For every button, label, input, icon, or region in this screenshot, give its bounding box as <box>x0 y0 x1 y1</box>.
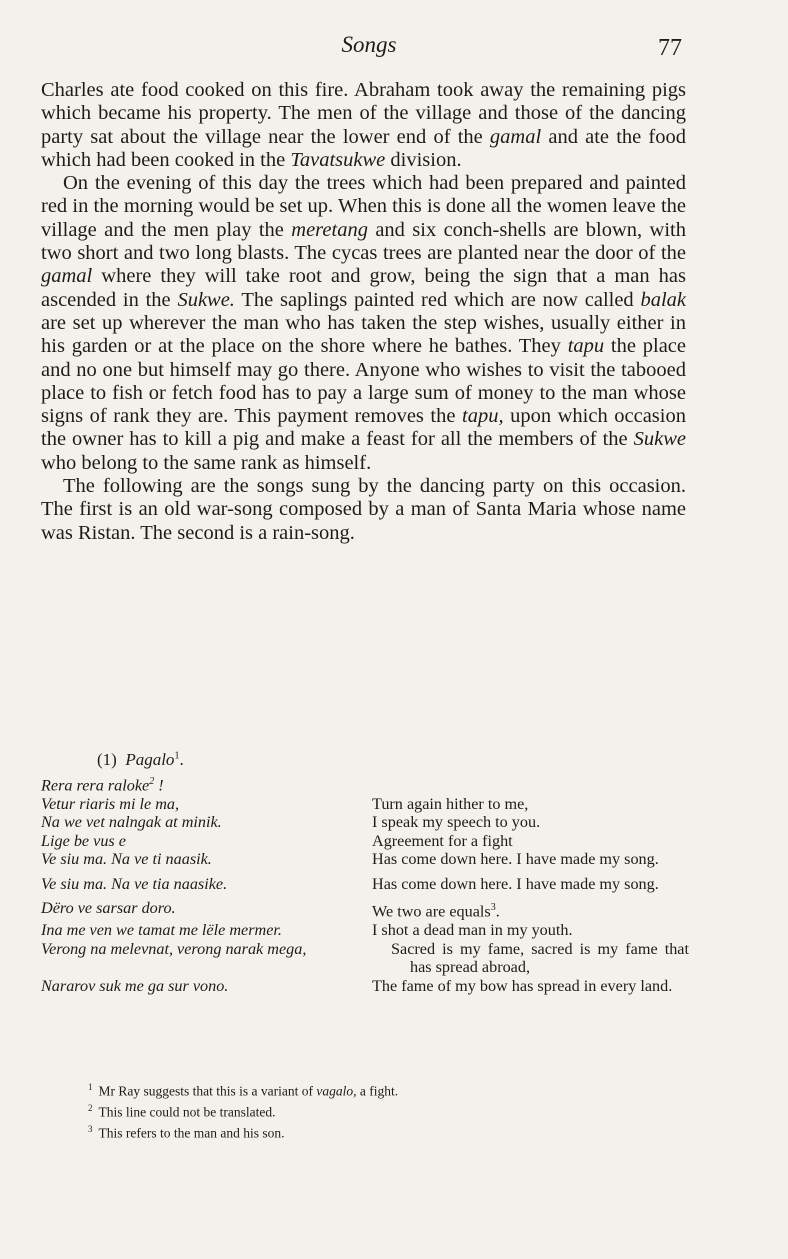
english-text: Has come down here. I have made my song. <box>372 874 659 893</box>
native-text: Lige be vus e <box>41 831 126 850</box>
english-text <box>372 773 689 795</box>
song-line <box>41 921 689 940</box>
song-line <box>41 773 689 795</box>
english-text: Agreement for a fight <box>372 831 513 850</box>
song-line <box>41 940 689 977</box>
song-line <box>41 795 689 814</box>
song-line <box>41 899 689 921</box>
page-number: 77 <box>658 35 682 61</box>
song-title: Pagalo <box>125 750 175 769</box>
song-number: (1) <box>97 750 117 769</box>
native-text: Ve siu ma. Na ve ti naasik. <box>41 850 212 869</box>
song-line <box>41 832 689 851</box>
footnotes <box>88 1079 648 1142</box>
footnote: $^2$ This line could not be translated. <box>88 1103 276 1120</box>
native-text: Na we vet nalngak at minik. <box>41 813 222 832</box>
native-text: Dëro ve sarsar doro. <box>41 899 176 918</box>
paragraph-1: Charles ate food cooked on this fire. Abraham took away the remaining pigs which became his property. The men of the village and those of the dancing party sat about the village near the lower end of the gamal and ate the food which had been cooked in the Tavatsukwe division. <box>41 79 686 171</box>
running-title: Songs <box>341 32 397 57</box>
native-text: Ina me ven we tamat me lële mermer. <box>41 921 282 940</box>
english-text: I shot a dead man in my youth. <box>372 921 573 940</box>
page-header <box>0 30 788 70</box>
footnote: $^3$ This refers to the man and his son. <box>88 1124 285 1141</box>
native-text: Vetur riaris mi le ma, <box>41 794 180 813</box>
english-text: I speak my speech to you. <box>372 813 541 832</box>
english-text: Turn again hither to me, <box>372 794 529 813</box>
native-text: Verong na melevnat, verong narak mega, <box>41 939 307 958</box>
body-text <box>41 79 686 545</box>
song-line <box>41 850 689 869</box>
song-line <box>41 977 689 996</box>
english-text: Sacred is my fame, sacred is my fame that has spread abroad, <box>391 939 689 977</box>
english-text: Has come down here. I have made my song. <box>372 850 659 869</box>
english-text: The fame of my bow has spread in every land. <box>372 976 673 995</box>
native-text: Nararov suk me ga sur vono. <box>41 976 229 995</box>
song-line <box>41 813 689 832</box>
footnote-ref: 2 <box>149 776 155 787</box>
native-text: Ve siu ma. Na ve tia naasike. <box>41 874 228 893</box>
song-table <box>41 773 689 995</box>
footnote-ref: 3 <box>490 902 496 914</box>
song-line <box>41 875 689 894</box>
english-text: We two are equals$^3$. <box>372 902 500 921</box>
footnote: $^1$ Mr Ray suggests that this is a variant of vagalo, a fight. <box>88 1082 399 1099</box>
song-heading: (1) Pagalo$^1$. <box>97 750 184 769</box>
native-text: Rera rera raloke$^2$ ! <box>41 776 164 795</box>
paragraph-3: The following are the songs sung by the dancing party on this occasion. The first is an old war-song composed by a man of Santa Maria whose name was Ristan. The second is a rain-song. <box>41 475 686 544</box>
footnote-ref: 1 <box>174 750 180 762</box>
paragraph-2: On the evening of this day the trees which had been prepared and painted red in the morning would be set up. When this is done all the women leave the village and the men play the meretang and six conch-shells are blown, with two short and two long blasts. The cycas trees are planted near the door of the gamal where they will take root and grow, being the sign that a man has ascended in the Sukwe. The saplings painted red which are now called balak are set up wherever the man who has taken the step wishes, usually either in his garden or at the place on the shore where he bathes. They tapu the place and no one but himself may go there. Anyone who wishes to visit the tabooed place to fish or fetch food has to pay a large sum of money to the man whose signs of rank they are. This payment removes the tapu, upon which occasion the owner has to kill a pig and make a feast for all the members of the Sukwe who belong to the same rank as himself. <box>41 172 687 474</box>
